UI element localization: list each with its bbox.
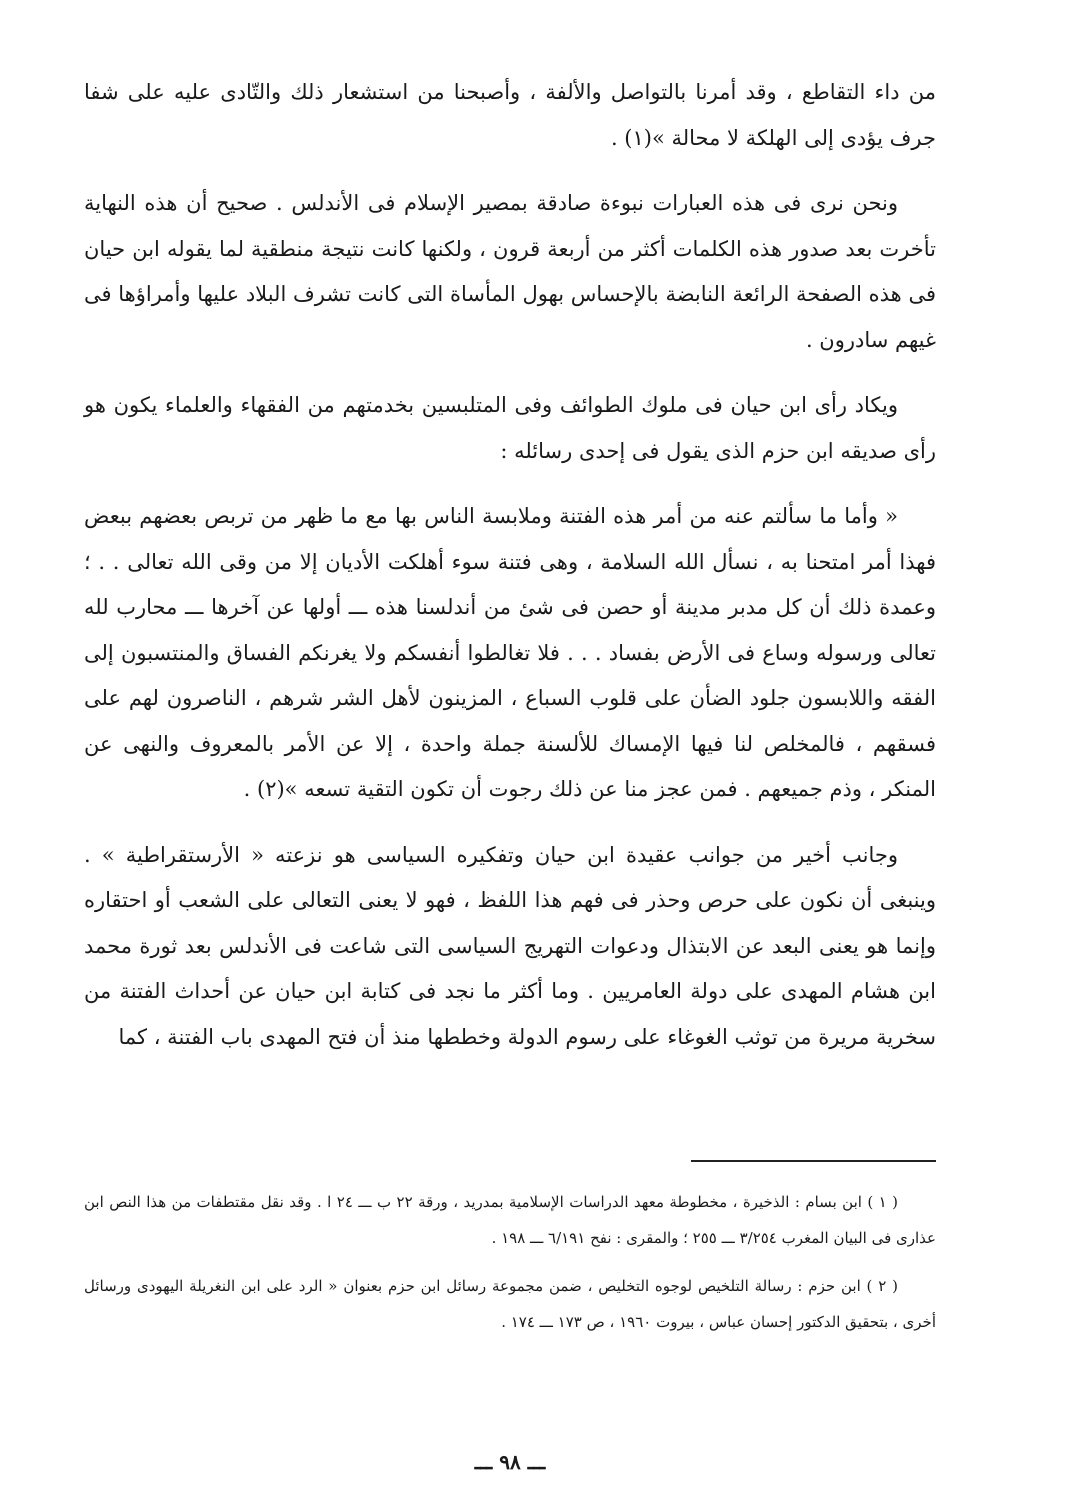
paragraph-1: من داء التقاطع ، وقد أمرنا بالتواصل والألفة ، وأصبحنا من استشعار ذلك والتّادى عليه على شفا جرف يؤدى إلى الهلكة لا محالة »(١) . xyxy=(84,80,936,150)
footnotes xyxy=(84,1184,936,1352)
paragraph-2: ونحن نرى فى هذه العبارات نبوءة صادقة بمصير الإسلام فى الأندلس . صحيح أن هذه النهاية تأخرت بعد صدور هذه الكلمات أكثر من أربعة قرون ، ولكنها كانت نتيجة منطقية لما يقوله ابن حيان فى هذه الصفحة الرائعة النابضة بالإحساس بهول المأساة التى كانت تشرف البلاد عليها وأمراؤها فى غيهم سادرون . xyxy=(84,191,936,352)
footnote-separator xyxy=(691,1160,936,1162)
paragraph-5: وجانب أخير من جوانب عقيدة ابن حيان وتفكيره السياسى هو نزعته « الأرستقراطية » . وينبغى أن نكون على حرص وحذر فى فهم هذا اللفظ ، فهو لا يعنى التعالى على الشعب أو احتقاره وإنما هو يعنى البعد عن الابتذال ودعوات التهريج السياسى التى شاعت فى الأندلس بعد ثورة محمد ابن هشام المهدى على دولة العامريين . وما أكثر ما نجد فى كتابة ابن حيان عن أحداث الفتنة من سخرية مريرة من توثب الغوغاء على رسوم الدولة وخططها منذ أن فتح المهدى باب الفتنة ، كما xyxy=(84,842,936,1049)
main-text xyxy=(84,70,936,1060)
page-number: ـــ ٩٨ ـــ xyxy=(474,1450,546,1474)
footnote-1: ( ١ ) ابن بسام : الذخيرة ، مخطوطة معهد الدراسات الإسلامية بمدريد ، ورقة ٢٢ ب ـــ ٢٤ ا . وقد نقل مقتطفات من هذا النص ابن عذارى فى البيان المغرب ٣/٢٥٤ ـــ ٢٥٥ ؛ والمقرى : نفح ٦/١٩١ ـــ ١٩٨ . xyxy=(84,1193,936,1247)
quote-paragraph: « وأما ما سألتم عنه من أمر هذه الفتنة وملابسة الناس بها مع ما ظهر من تربص بعضهم ببعض فهذا أمر امتحنا به ، نسأل الله السلامة ، وهى فتنة سوء أهلكت الأديان إلا من وقى الله تعالى . . ؛ وعمدة ذلك أن كل مدبر مدينة أو حصن فى شئ من أندلسنا هذه ـــ أولها عن آخرها ـــ محارب لله تعالى ورسوله وساع فى الأرض بفساد . . . فلا تغالطوا أنفسكم ولا يغرنكم الفساق والمنتسبون إلى الفقه واللابسون جلود الضأن على قلوب السباع ، المزينون لأهل الشر شرهم ، الناصرون لهم على فسقهم ، فالمخلص لنا فيها الإمساك للألسنة جملة واحدة ، إلا عن الأمر بالمعروف والنهى عن المنكر ، وذم جميعهم . فمن عجز منا عن ذلك رجوت أن تكون التقية تسعه »(٢) . xyxy=(84,504,936,801)
footnote-2: ( ٢ ) ابن حزم : رسالة التلخيص لوجوه التخليص ، ضمن مجموعة رسائل ابن حزم بعنوان « الرد على ابن النغريلة اليهودى ورسائل أخرى ، بتحقيق الدكتور إحسان عباس ، بيروت ١٩٦٠ ، ص ١٧٣ ـــ ١٧٤ . xyxy=(84,1277,936,1331)
paragraph-3: ويكاد رأى ابن حيان فى ملوك الطوائف وفى المتلبسين بخدمتهم من الفقهاء والعلماء يكون هو رأى صديقه ابن حزم الذى يقول فى إحدى رسائله : xyxy=(84,393,936,463)
book-page xyxy=(84,70,936,1474)
